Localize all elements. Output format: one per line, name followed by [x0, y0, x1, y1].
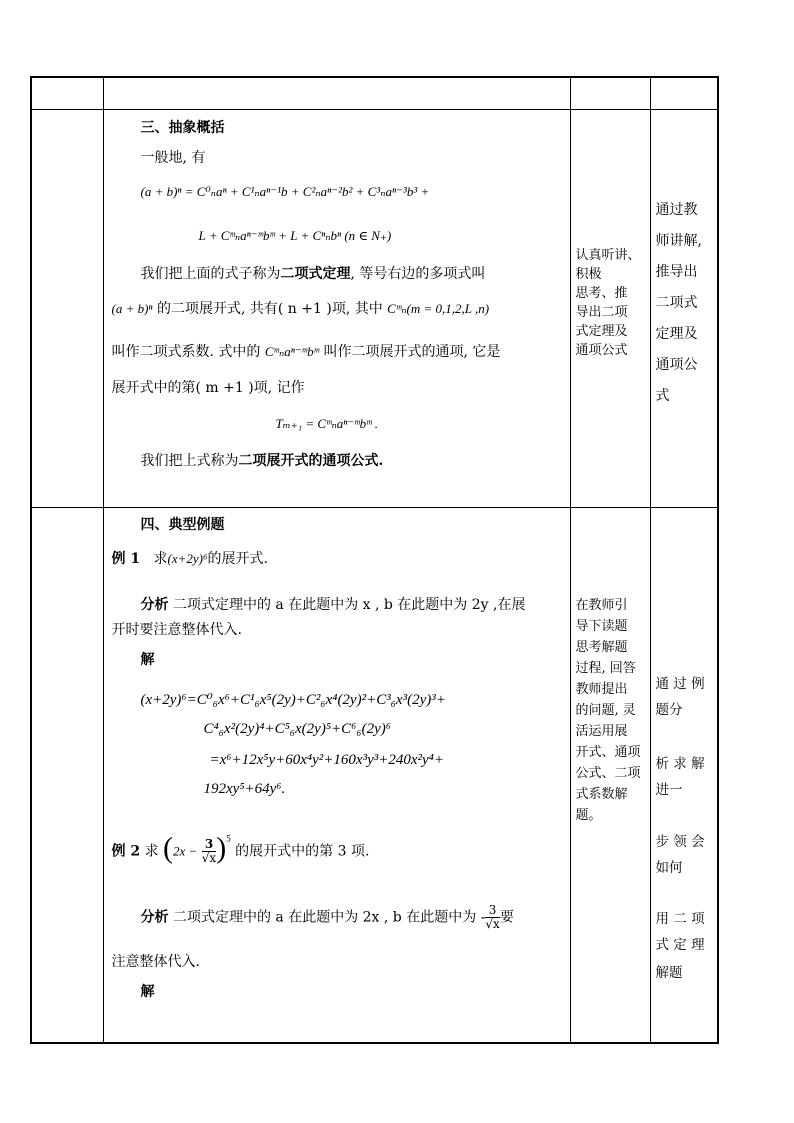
math-expression: (a + b)ⁿ [111, 301, 153, 316]
student-activity-line: 思考、推 [575, 286, 628, 301]
header-cell [570, 77, 650, 110]
text: 求 [153, 551, 168, 567]
stage-cell [31, 110, 103, 508]
lesson-plan-table [30, 76, 719, 1044]
right-paren: ) [216, 831, 227, 865]
paragraph-line [141, 265, 486, 283]
text: 二项式定理中的 a 在此题中为 x , b 在此题中为 2y ,在展 [172, 597, 526, 613]
table-row [31, 110, 718, 508]
example-1-analysis [141, 596, 526, 614]
table-row [31, 508, 718, 1044]
text: 二项式定理中的 a 在此题中为 2x , b 在此题中为 - [172, 909, 486, 926]
general-term-formula: Tₘ₊₁ = Cᵐₙaⁿ⁻ᵐbᵐ . [275, 416, 379, 431]
design-intent-line: 二项式 [655, 295, 698, 311]
section-heading: 四、典型例题 [140, 517, 225, 533]
design-intent-line: 用 二 项 [655, 911, 705, 927]
design-intent-line: 步 领 会 [655, 834, 705, 850]
student-activity-line: 积极 [575, 267, 602, 282]
text: 我们把上面的式子称为 [140, 266, 281, 282]
solution-line-2: C⁴₆x²(2y)⁴+C⁵₆x(2y)⁵+C⁶₆(2y)⁶ [203, 721, 391, 737]
student-activity-line: 教师提出 [575, 682, 628, 697]
text: , 等号右边的多项式叫 [350, 266, 486, 282]
bold-term: 二项展开式的通项公式. [238, 453, 384, 469]
student-activity-line: 开式、通项 [575, 745, 641, 760]
example-label: 例 1 [111, 551, 141, 567]
design-intent-line: 如何 [655, 860, 683, 876]
text: 叫作二项展开式的通项, 它是 [323, 344, 501, 360]
header-cell [650, 77, 718, 110]
text: 的展开式. [207, 551, 268, 567]
section-heading: 三、抽象概括 [140, 120, 225, 136]
header-cell [31, 77, 103, 110]
header-cell [103, 77, 570, 110]
fraction [485, 904, 499, 931]
student-activity-line: 认真听讲、 [575, 248, 641, 263]
design-intent-line: 师讲解, [655, 233, 702, 249]
math-expression: 2x − [173, 843, 198, 859]
content-cell-examples [103, 508, 570, 1044]
design-intent-cell [650, 110, 718, 508]
binomial-formula-line-1: (a + b)ⁿ = C⁰ₙaⁿ + C¹ₙaⁿ⁻¹b + C²ₙaⁿ⁻²b² + C³ₙaⁿ⁻³b³ + [140, 184, 430, 199]
math-expression: (x+2y)⁶ [167, 551, 208, 566]
design-intent-line: 析 求 解 [655, 756, 705, 772]
student-activity-line: 导出二项 [575, 305, 628, 320]
table-header-row [31, 77, 718, 110]
solution-line-1: (x+2y)⁶=C⁰₆x⁶+C¹₆x⁵(2y)+C²₆x⁴(2y)²+C³₆x³(2y)³+ [140, 692, 446, 708]
text: 求 [144, 843, 159, 860]
fraction-denominator: √x [201, 851, 217, 865]
analysis-label: 分析 [140, 597, 169, 613]
example-2-question [111, 831, 370, 865]
student-activity-line: 式定理及 [575, 324, 628, 339]
design-intent-line: 定理及 [655, 326, 698, 342]
design-intent-line: 题分 [655, 702, 683, 718]
design-intent-line: 通项公 [655, 357, 698, 373]
text: 的二项展开式, 共有( n +1 )项, 其中 [156, 301, 383, 317]
stage-cell [31, 508, 103, 1044]
student-activity-cell [570, 508, 650, 1044]
intro-text: 一般地, 有 [140, 150, 206, 166]
design-intent-line: 推导出 [655, 264, 698, 280]
design-intent-line: 通 过 例 [655, 676, 705, 692]
student-activity-line: 通项公式 [575, 343, 628, 358]
content-cell-abstract [103, 110, 570, 508]
example-1-question [112, 550, 268, 568]
design-intent-line: 式 定 理 [655, 937, 705, 953]
student-activity-line: 导下读题 [575, 619, 628, 634]
design-intent-cell [650, 508, 718, 1044]
student-activity-line: 过程, 回答 [575, 661, 636, 676]
example-1-analysis-cont: 开时要注意整体代入. [111, 622, 242, 638]
example-label: 例 2 [111, 843, 141, 860]
student-activity-line: 式系数解 [575, 787, 628, 802]
paragraph-line [112, 343, 501, 361]
solution-line-4: 192xy⁵+64y⁶. [203, 781, 286, 797]
solution-line-3: =x⁶+12x⁵y+60x⁴y²+160x³y³+240x²y⁴+ [209, 752, 444, 768]
design-intent-line: 通过教 [655, 202, 698, 218]
example-2-analysis [141, 904, 514, 931]
student-activity-cell [570, 110, 650, 508]
student-activity-line: 题。 [575, 808, 602, 823]
student-activity-line: 在教师引 [575, 598, 628, 613]
solution-label: 解 [140, 984, 155, 1000]
fraction-numerator: 3 [202, 838, 216, 852]
design-intent-line: 解题 [655, 965, 683, 981]
analysis-label: 分析 [140, 909, 169, 926]
exponent: 5 [226, 833, 231, 844]
design-intent-line: 式 [655, 388, 670, 404]
fraction-denominator: √x [485, 917, 500, 931]
math-expression: Cᵐₙ(m = 0,1,2,L ,n) [387, 301, 490, 316]
solution-label: 解 [140, 652, 155, 668]
paragraph-line [112, 300, 490, 318]
design-intent-line: 进一 [655, 782, 683, 798]
student-activity-line: 活运用展 [575, 724, 628, 739]
student-activity-line: 公式、二项 [575, 766, 641, 781]
text: 我们把上式称为 [140, 453, 239, 469]
student-activity-line: 的问题, 灵 [575, 703, 636, 718]
fraction-numerator: 3 [485, 904, 499, 918]
example-2-analysis-cont: 注意整体代入. [111, 954, 200, 970]
paragraph-line [141, 452, 384, 470]
text: 叫作二项式系数. 式中的 [111, 344, 261, 360]
text: 的展开式中的第 3 项. [235, 843, 370, 860]
text: 要 [499, 909, 514, 926]
bold-term: 二项式定理 [280, 266, 351, 282]
left-paren: ( [163, 831, 174, 865]
fraction [202, 838, 216, 865]
math-expression: Cᵐₙaⁿ⁻ᵐbᵐ [264, 344, 320, 359]
binomial-formula-line-2: L + Cᵐₙaⁿ⁻ᵐbᵐ + L + Cⁿₙbⁿ (n ∈ N₊) [198, 228, 392, 243]
paragraph-line: 展开式中的第( m +1 )项, 记作 [111, 380, 305, 396]
student-activity-line: 思考解题 [575, 640, 628, 655]
